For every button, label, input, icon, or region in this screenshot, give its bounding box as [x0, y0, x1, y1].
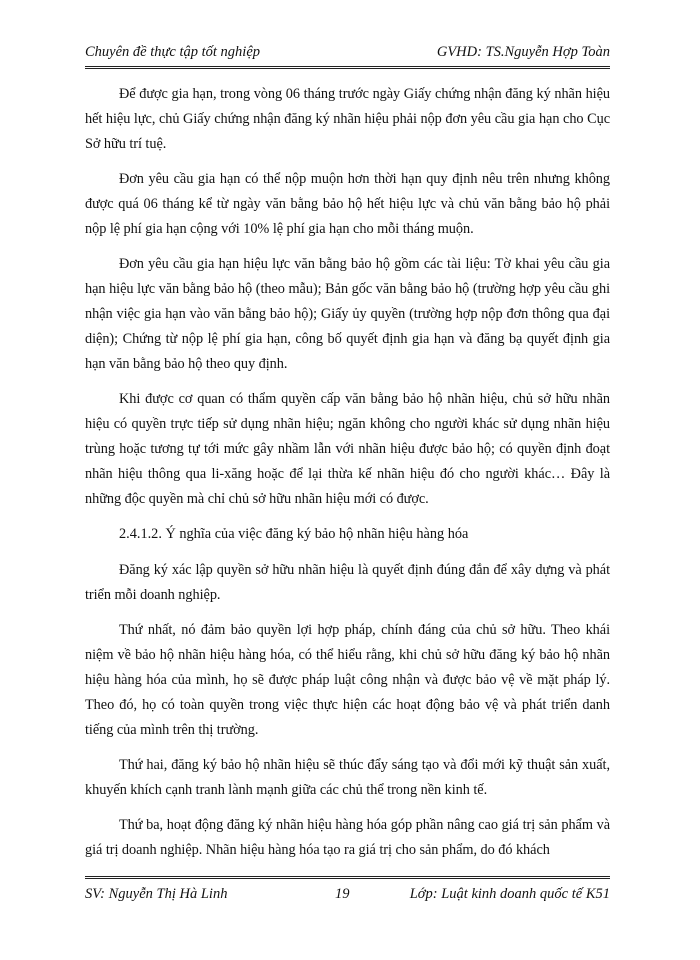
footer-student: SV: Nguyễn Thị Hà Linh	[85, 886, 228, 902]
page-body	[85, 82, 610, 873]
footer-class: Lớp: Luật kinh doanh quốc tế K51	[409, 886, 610, 902]
paragraph-renewal-deadline: Để được gia hạn, trong vòng 06 tháng trước ngày Giấy chứng nhận đăng ký nhãn hiệu hết hiệu lực, chủ Giấy chứng nhận đăng ký nhãn hiệu phải nộp đơn yêu cầu gia hạn cho Cục Sở hữu trí tuệ.	[85, 86, 610, 152]
paragraph-registration-decision: Đăng ký xác lập quyền sở hữu nhãn hiệu là quyết định đúng đắn để xây dựng và phát triển mỗi doanh nghiệp.	[85, 562, 610, 603]
paragraph-renewal-documents: Đơn yêu cầu gia hạn hiệu lực văn bằng bảo hộ gồm các tài liệu: Tờ khai yêu cầu gia hạn hiệu lực văn bằng bảo hộ (theo mẫu); Bản gốc văn bằng bảo hộ (trường hợp yêu cầu ghi nhận việc gia hạn vào văn bằng bảo hộ); Giấy ủy quyền (trường hợp nộp đơn thông qua đại diện); Chứng từ nộp lệ phí gia hạn, công bố quyết định gia hạn và đăng bạ quyết định gia hạn văn bằng bảo hộ theo quy định.	[85, 256, 610, 372]
page-footer	[85, 876, 610, 905]
paragraph-third-benefit: Thứ ba, hoạt động đăng ký nhãn hiệu hàng hóa góp phần nâng cao giá trị sản phẩm và giá trị doanh nghiệp. Nhãn hiệu hàng hóa tạo ra giá trị cho sản phẩm, do đó khách	[85, 817, 610, 858]
page-header	[85, 42, 610, 69]
header-title: Chuyên đề thực tập tốt nghiệp	[85, 44, 261, 60]
section-heading: 2.4.1.2. Ý nghĩa của việc đăng ký bảo hộ nhãn hiệu hàng hóa	[119, 526, 469, 542]
page-number: 19	[335, 886, 350, 902]
paragraph-exclusive-rights: Khi được cơ quan có thẩm quyền cấp văn bằng bảo hộ nhãn hiệu, chủ sở hữu nhãn hiệu có quyền trực tiếp sử dụng nhãn hiệu; ngăn không cho người khác sử dụng nhãn hiệu trùng hoặc tương tự tới mức gây nhầm lẫn với nhãn hiệu được bảo hộ; có quyền định đoạt nhãn hiệu thông qua li-xăng hoặc để lại thừa kế nhãn hiệu đó cho người khác… Đây là những độc quyền mà chỉ chủ sở hữu nhãn hiệu mới có được.	[85, 391, 610, 507]
header-advisor: GVHD: TS.Nguyễn Hợp Toàn	[436, 44, 610, 60]
paragraph-late-renewal: Đơn yêu cầu gia hạn có thể nộp muộn hơn thời hạn quy định nêu trên nhưng không được quá 06 tháng kể từ ngày văn bằng bảo hộ hết hiệu lực và chủ văn bằng bảo hộ phải nộp lệ phí gia hạn cộng với 10% lệ phí gia hạn cho mỗi tháng muộn.	[85, 171, 610, 237]
paragraph-second-benefit: Thứ hai, đăng ký bảo hộ nhãn hiệu sẽ thúc đẩy sáng tạo và đổi mới kỹ thuật sản xuất, khuyến khích cạnh tranh lành mạnh giữa các chủ thể trong nền kinh tế.	[85, 757, 610, 798]
paragraph-first-benefit: Thứ nhất, nó đảm bảo quyền lợi hợp pháp, chính đáng của chủ sở hữu. Theo khái niệm về bảo hộ nhãn hiệu hàng hóa, có thể hiểu rằng, khi chủ sở hữu đăng ký bảo hộ nhãn hiệu hàng hóa của mình, họ sẽ được pháp luật công nhận và được bảo vệ về mặt pháp lý. Theo đó, họ có toàn quyền trong việc thực hiện các hoạt động bảo vệ và phát triển danh tiếng của mình trên thị trường.	[85, 622, 610, 738]
